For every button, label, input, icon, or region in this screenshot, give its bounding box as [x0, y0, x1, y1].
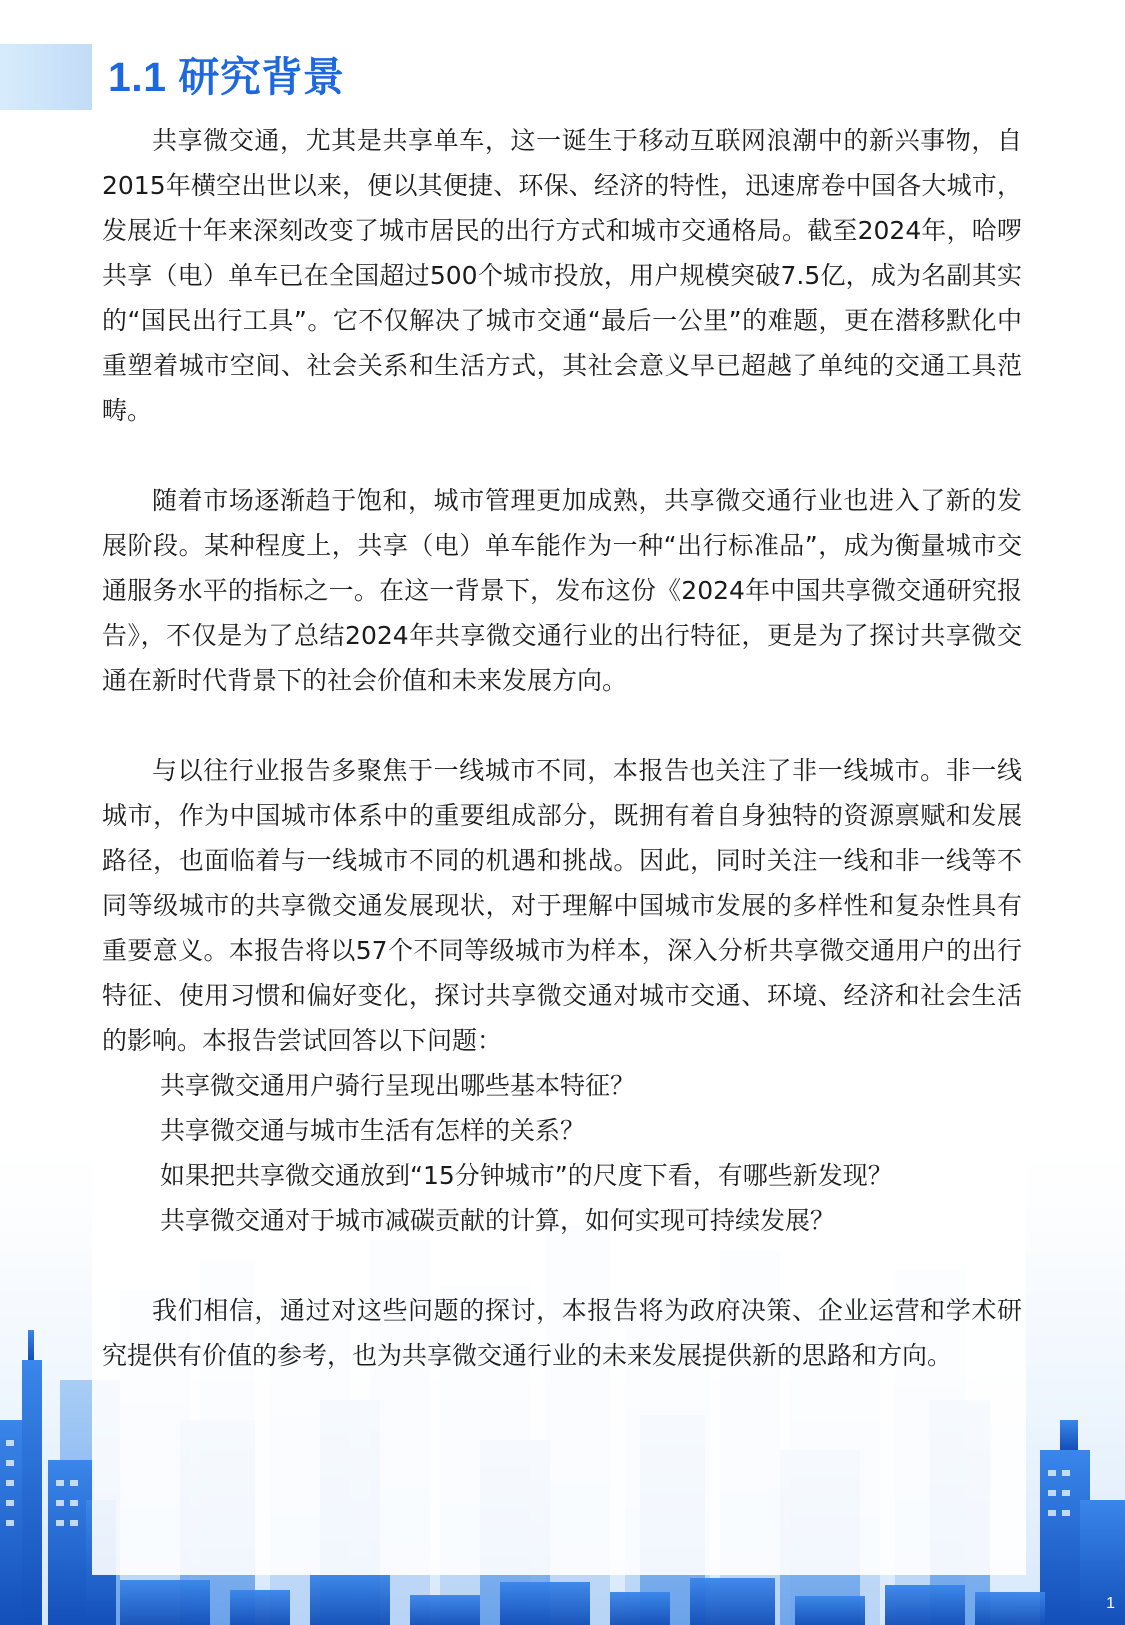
research-question: 如果把共享微交通放到“15分钟城市”的尺度下看，有哪些新发现？ [160, 1161, 893, 1190]
body-text [102, 118, 1022, 1378]
paragraph-conclusion: 我们相信，通过对这些问题的探讨，本报告将为政府决策、企业运营和学术研究提供有价值的参考，也为共享微交通行业的未来发展提供新的思路和方向。 [102, 1296, 1022, 1370]
paragraph-non-tier-one-cities: 与以往行业报告多聚焦于一线城市不同，本报告也关注了非一线城市。非一线城市，作为中国城市体系中的重要组成部分，既拥有着自身独特的资源禀赋和发展路径，也面临着与一线城市不同的机遇和挑战。因此，同时关注一线和非一线等不同等级城市的共享微交通发展现状，对于理解中国城市发展的多样性和复杂性具有重要意义。本报告将以57个不同等级城市为样本，深入分析共享微交通用户的出行特征、使用习惯和偏好变化，探讨共享微交通对城市交通、环境、经济和社会生活的影响。本报告尝试回答以下问题： [102, 756, 1022, 1055]
paragraph-background: 共享微交通，尤其是共享单车，这一诞生于移动互联网浪潮中的新兴事物，自2015年横空出世以来，便以其便捷、环保、经济的特性，迅速席卷中国各大城市，发展近十年来深刻改变了城市居民的出行方式和城市交通格局。截至2024年，哈啰共享（电）单车已在全国超过500个城市投放，用户规模突破7.5亿，成为名副其实的“国民出行工具”。它不仅解决了城市交通“最后一公里”的难题，更在潜移默化中重塑着城市空间、社会关系和生活方式，其社会意义早已超越了单纯的交通工具范畴。 [102, 126, 1022, 425]
section-title: 1.1 研究背景 [108, 54, 345, 100]
page-number: 1 [1106, 1595, 1115, 1612]
research-question: 共享微交通用户骑行呈现出哪些基本特征？ [160, 1071, 636, 1100]
paragraph-new-stage: 随着市场逐渐趋于饱和，城市管理更加成熟，共享微交通行业也进入了新的发展阶段。某种程度上，共享（电）单车能作为一种“出行标准品”，成为衡量城市交通服务水平的指标之一。在这一背景下，发布这份《2024年中国共享微交通研究报告》，不仅是为了总结2024年共享微交通行业的出行特征，更是为了探讨共享微交通在新时代背景下的社会价值和未来发展方向。 [102, 486, 1022, 695]
research-questions-list [102, 1063, 1022, 1243]
research-question: 共享微交通与城市生活有怎样的关系？ [160, 1116, 586, 1145]
research-question: 共享微交通对于城市减碳贡献的计算，如何实现可持续发展？ [160, 1206, 836, 1235]
